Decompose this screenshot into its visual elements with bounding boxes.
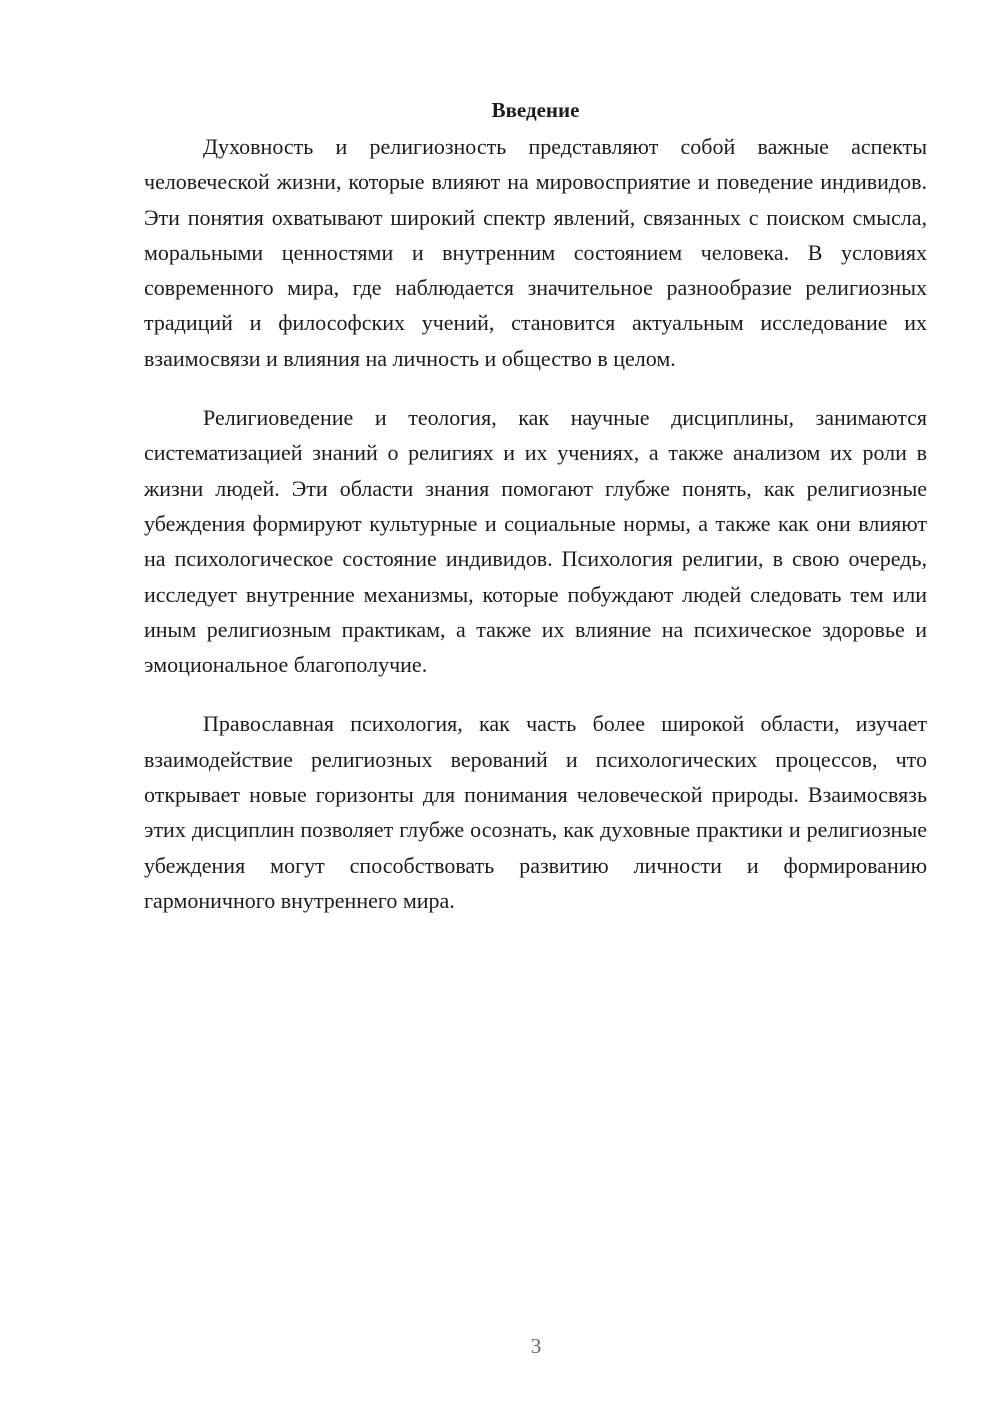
page-number: 3: [530, 1334, 542, 1358]
paragraph-3: Православная психология, как часть более широкой области, изучает взаимодействие религиозных верований и психологических процессов, что открывает новые горизонты для понимания человеческой природы. Взаимосвязь этих дисциплин позволяет глубже осознать, как духовные практики и религиозные убеждения могут способствовать развитию личности и формированию гармоничного внутреннего мира.: [144, 711, 927, 913]
paragraph-2: Религиоведение и теология, как научные дисциплины, занимаются систематизацией знаний о религиях и их учениях, а также анализом их роли в жизни людей. Эти области знания помогают глубже понять, как религиозные убеждения формируют культурные и социальные нормы, а также как они влияют на психологическое состояние индивидов. Психология религии, в свою очередь, исследует внутренние механизмы, которые побуждают людей следовать тем или иным религиозным практикам, а также их влияние на психическое здоровье и эмоциональное благополучие.: [144, 405, 927, 678]
paragraph-1: Духовность и религиозность представляют собой важные аспекты человеческой жизни, которые влияют на мировосприятие и поведение индивидов. Эти понятия охватывают широкий спектр явлений, связанных с поиском смысла, моральными ценностями и внутренним состоянием человека. В условиях современного мира, где наблюдается значительное разнообразие религиозных традиций и философских учений, становится актуальным исследование их взаимосвязи и влияния на личность и общество в целом.: [144, 134, 927, 371]
page-body: [144, 93, 927, 942]
section-title: Введение: [491, 98, 580, 122]
